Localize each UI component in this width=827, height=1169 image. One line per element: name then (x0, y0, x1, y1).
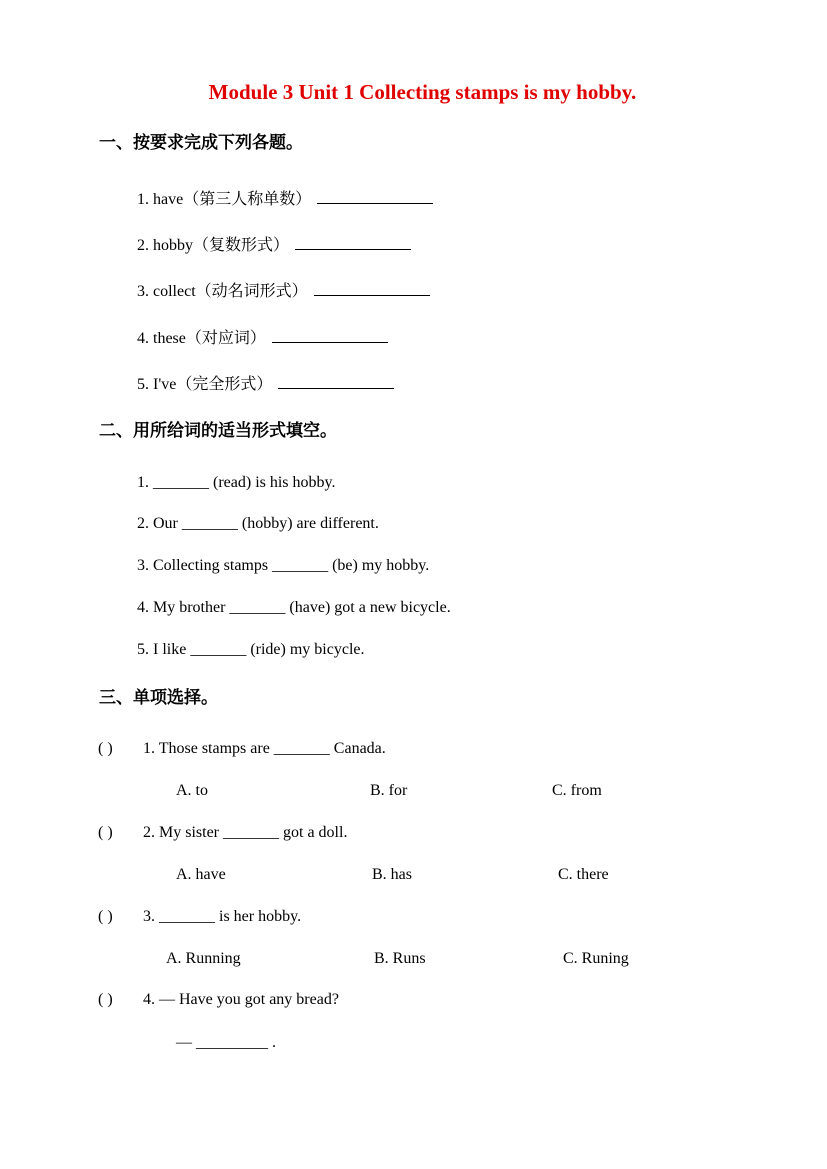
answer-paren[interactable]: ( ) (98, 740, 113, 757)
section-2-heading: 二、用所给词的适当形式填空。 (99, 421, 337, 440)
item-text: 5. I've（完全形式） (137, 376, 273, 393)
item-text: 2. hobby（复数形式） (137, 237, 290, 254)
answer-blank[interactable] (314, 281, 430, 296)
section-2-item: 3. Collecting stamps _______ (be) my hobby. (137, 557, 430, 574)
section-1-item (137, 278, 430, 301)
section-1-item (137, 371, 394, 394)
section-1-item (137, 186, 433, 209)
section-2-item: 2. Our _______ (hobby) are different. (137, 515, 379, 532)
item-text: 4. these（对应词） (137, 330, 266, 347)
answer-paren[interactable]: ( ) (98, 824, 113, 841)
option-c[interactable]: C. there (558, 866, 609, 883)
section-1-heading: 一、按要求完成下列各题。 (99, 133, 303, 152)
section-1-item (137, 325, 388, 348)
option-b[interactable]: B. for (370, 782, 408, 799)
question-text: 1. Those stamps are _______ Canada. (143, 740, 386, 757)
item-text: 3. collect（动名词形式） (137, 283, 308, 300)
section-2-item: 1. _______ (read) is his hobby. (137, 474, 336, 491)
option-a[interactable]: A. to (176, 782, 208, 799)
section-1-item (137, 232, 411, 255)
section-2-item: 4. My brother _______ (have) got a new bicycle. (137, 599, 451, 616)
option-a[interactable]: A. Running (166, 950, 241, 967)
answer-blank[interactable] (295, 235, 411, 250)
page-title: Module 3 Unit 1 Collecting stamps is my hobby. (208, 80, 637, 104)
answer-blank[interactable] (317, 189, 433, 204)
answer-paren[interactable]: ( ) (98, 908, 113, 925)
option-c[interactable]: C. from (552, 782, 602, 799)
item-text: 1. have（第三人称单数） (137, 191, 312, 208)
section-3-heading: 三、单项选择。 (99, 688, 218, 707)
option-b[interactable]: B. has (372, 866, 412, 883)
option-c[interactable]: C. Runing (563, 950, 629, 967)
question-text: 2. My sister _______ got a doll. (143, 824, 348, 841)
answer-blank[interactable] (278, 374, 394, 389)
answer-paren[interactable]: ( ) (98, 991, 113, 1008)
answer-line: — _________ . (176, 1034, 276, 1051)
option-b[interactable]: B. Runs (374, 950, 426, 967)
section-2-item: 5. I like _______ (ride) my bicycle. (137, 641, 365, 658)
question-text: 4. — Have you got any bread? (143, 991, 339, 1008)
option-a[interactable]: A. have (176, 866, 226, 883)
question-text: 3. _______ is her hobby. (143, 908, 302, 925)
answer-blank[interactable] (272, 328, 388, 343)
